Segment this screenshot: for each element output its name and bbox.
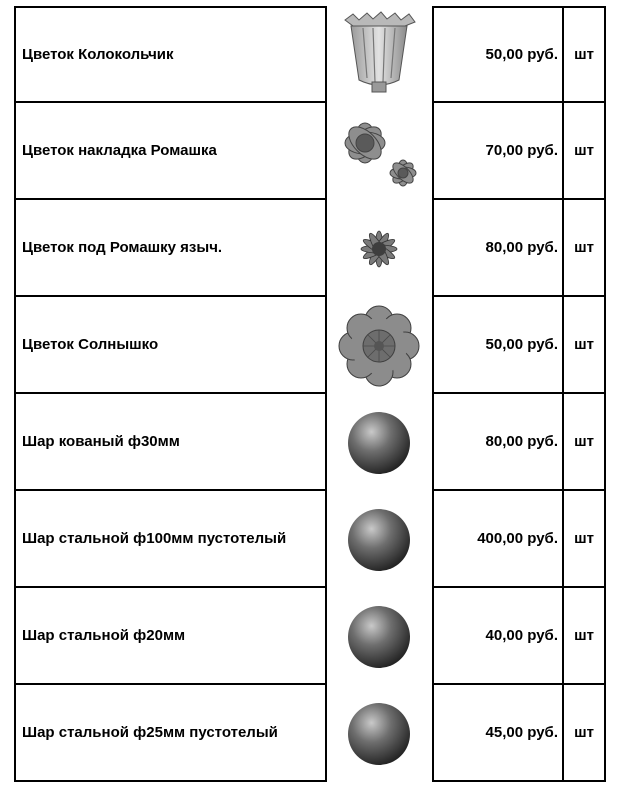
steel-ball-image	[327, 491, 431, 588]
item-name: Цветок Колокольчик	[14, 6, 327, 103]
item-price: 50,00 руб.	[432, 297, 564, 394]
item-price: 70,00 руб.	[432, 103, 564, 200]
item-name: Шар стальной ф20мм	[14, 588, 327, 685]
steel-ball-image	[327, 685, 431, 782]
item-price: 80,00 руб.	[432, 394, 564, 491]
steel-ball-image	[327, 588, 431, 685]
small-daisy-image	[327, 200, 431, 297]
daisy-overlay-image	[327, 103, 431, 200]
item-unit: шт	[562, 588, 606, 685]
item-price: 80,00 руб.	[432, 200, 564, 297]
item-name: Шар кованый ф30мм	[14, 394, 327, 491]
item-name: Цветок Солнышко	[14, 297, 327, 394]
bell-flower-image	[327, 6, 431, 103]
item-unit: шт	[562, 200, 606, 297]
item-price: 45,00 руб.	[432, 685, 564, 782]
table-row	[0, 588, 636, 685]
item-price: 40,00 руб.	[432, 588, 564, 685]
item-price: 400,00 руб.	[432, 491, 564, 588]
table-row	[0, 6, 636, 103]
steel-ball-image	[327, 394, 431, 491]
sun-flower-image	[327, 297, 431, 394]
item-name: Шар стальной ф100мм пустотелый	[14, 491, 327, 588]
item-name: Шар стальной ф25мм пустотелый	[14, 685, 327, 782]
item-unit: шт	[562, 491, 606, 588]
item-unit: шт	[562, 394, 606, 491]
table-row	[0, 685, 636, 782]
table-row	[0, 297, 636, 394]
table-row	[0, 394, 636, 491]
item-unit: шт	[562, 6, 606, 103]
item-unit: шт	[562, 103, 606, 200]
item-unit: шт	[562, 297, 606, 394]
item-unit: шт	[562, 685, 606, 782]
item-price: 50,00 руб.	[432, 6, 564, 103]
table-row	[0, 491, 636, 588]
table-row	[0, 103, 636, 200]
table-row	[0, 200, 636, 297]
item-name: Цветок под Ромашку языч.	[14, 200, 327, 297]
item-name: Цветок накладка Ромашка	[14, 103, 327, 200]
